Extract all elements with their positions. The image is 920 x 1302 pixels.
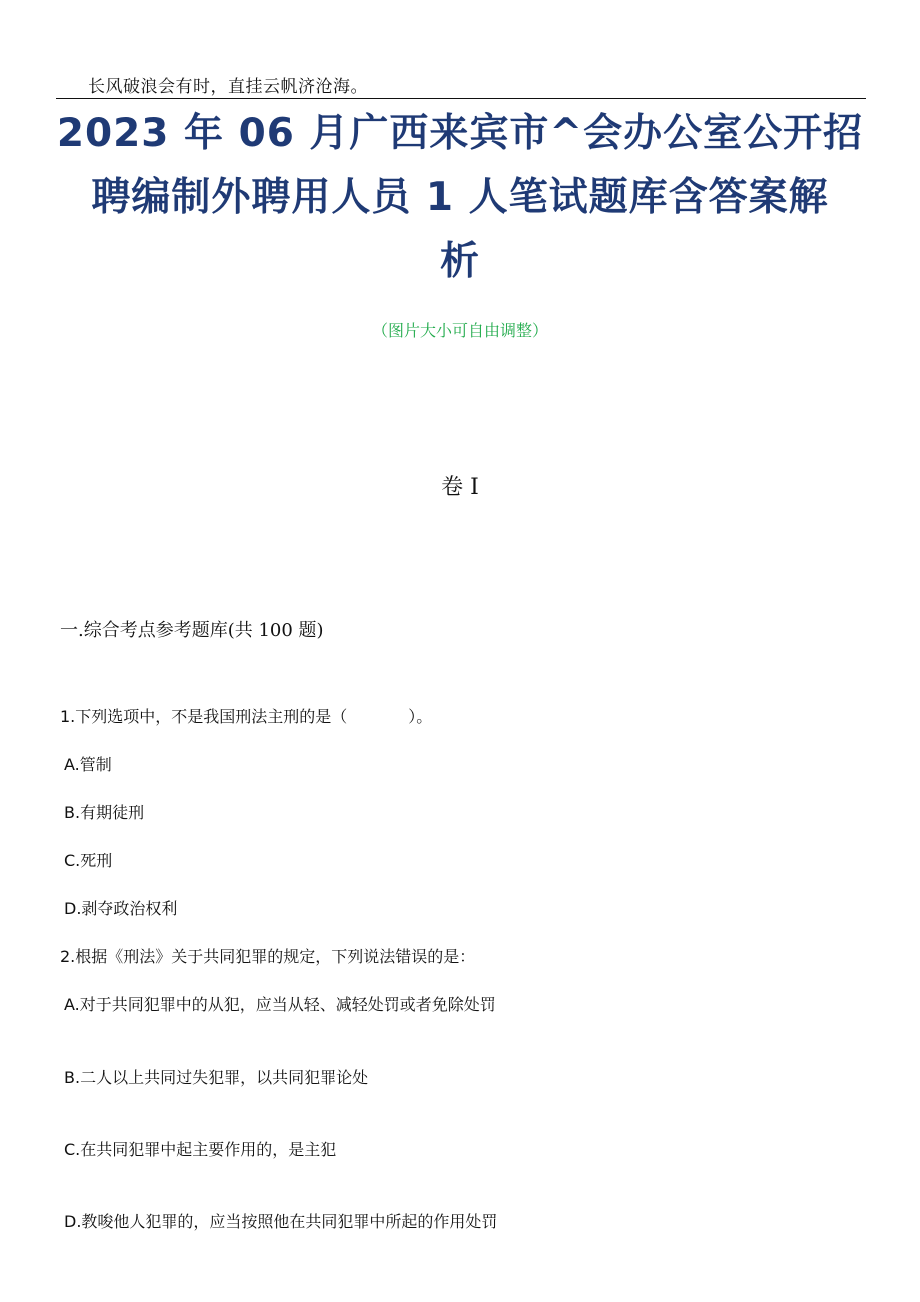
- question-2-stem: 2.根据《刑法》关于共同犯罪的规定，下列说法错误的是：: [60, 947, 476, 966]
- question-2-option-b: B.二人以上共同过失犯罪，以共同犯罪论处: [64, 1068, 369, 1087]
- section-heading: 一.综合考点参考题库(共 100 题): [60, 620, 324, 641]
- question-1-stem: 1.下列选项中，不是我国刑法主刑的是（ ）。: [60, 707, 433, 726]
- image-resize-note: （图片大小可自由调整）: [371, 321, 548, 340]
- title-line-1: 2023 年 06 月广西来宾市^会办公室公开招: [56, 111, 864, 156]
- question-1-option-c: C.死刑: [64, 851, 113, 870]
- question-1-option-a: A.管制: [64, 755, 112, 774]
- question-1-option-d: D.剥夺政治权利: [64, 899, 178, 918]
- question-2-option-c: C.在共同犯罪中起主要作用的，是主犯: [64, 1140, 337, 1159]
- document-title: [40, 102, 880, 294]
- volume-label: 卷 I: [441, 475, 479, 500]
- title-line-3: 析: [439, 239, 480, 284]
- question-1-option-b: B.有期徒刑: [64, 803, 145, 822]
- header-divider: [56, 98, 866, 99]
- question-2-option-d: D.教唆他人犯罪的，应当按照他在共同犯罪中所起的作用处罚: [64, 1212, 498, 1231]
- question-2-option-a: A.对于共同犯罪中的从犯，应当从轻、减轻处罚或者免除处罚: [64, 995, 496, 1014]
- header-motto: 长风破浪会有时，直挂云帆济沧海。: [88, 77, 368, 97]
- title-line-2: 聘编制外聘用人员 1 人笔试题库含答案解: [91, 175, 829, 220]
